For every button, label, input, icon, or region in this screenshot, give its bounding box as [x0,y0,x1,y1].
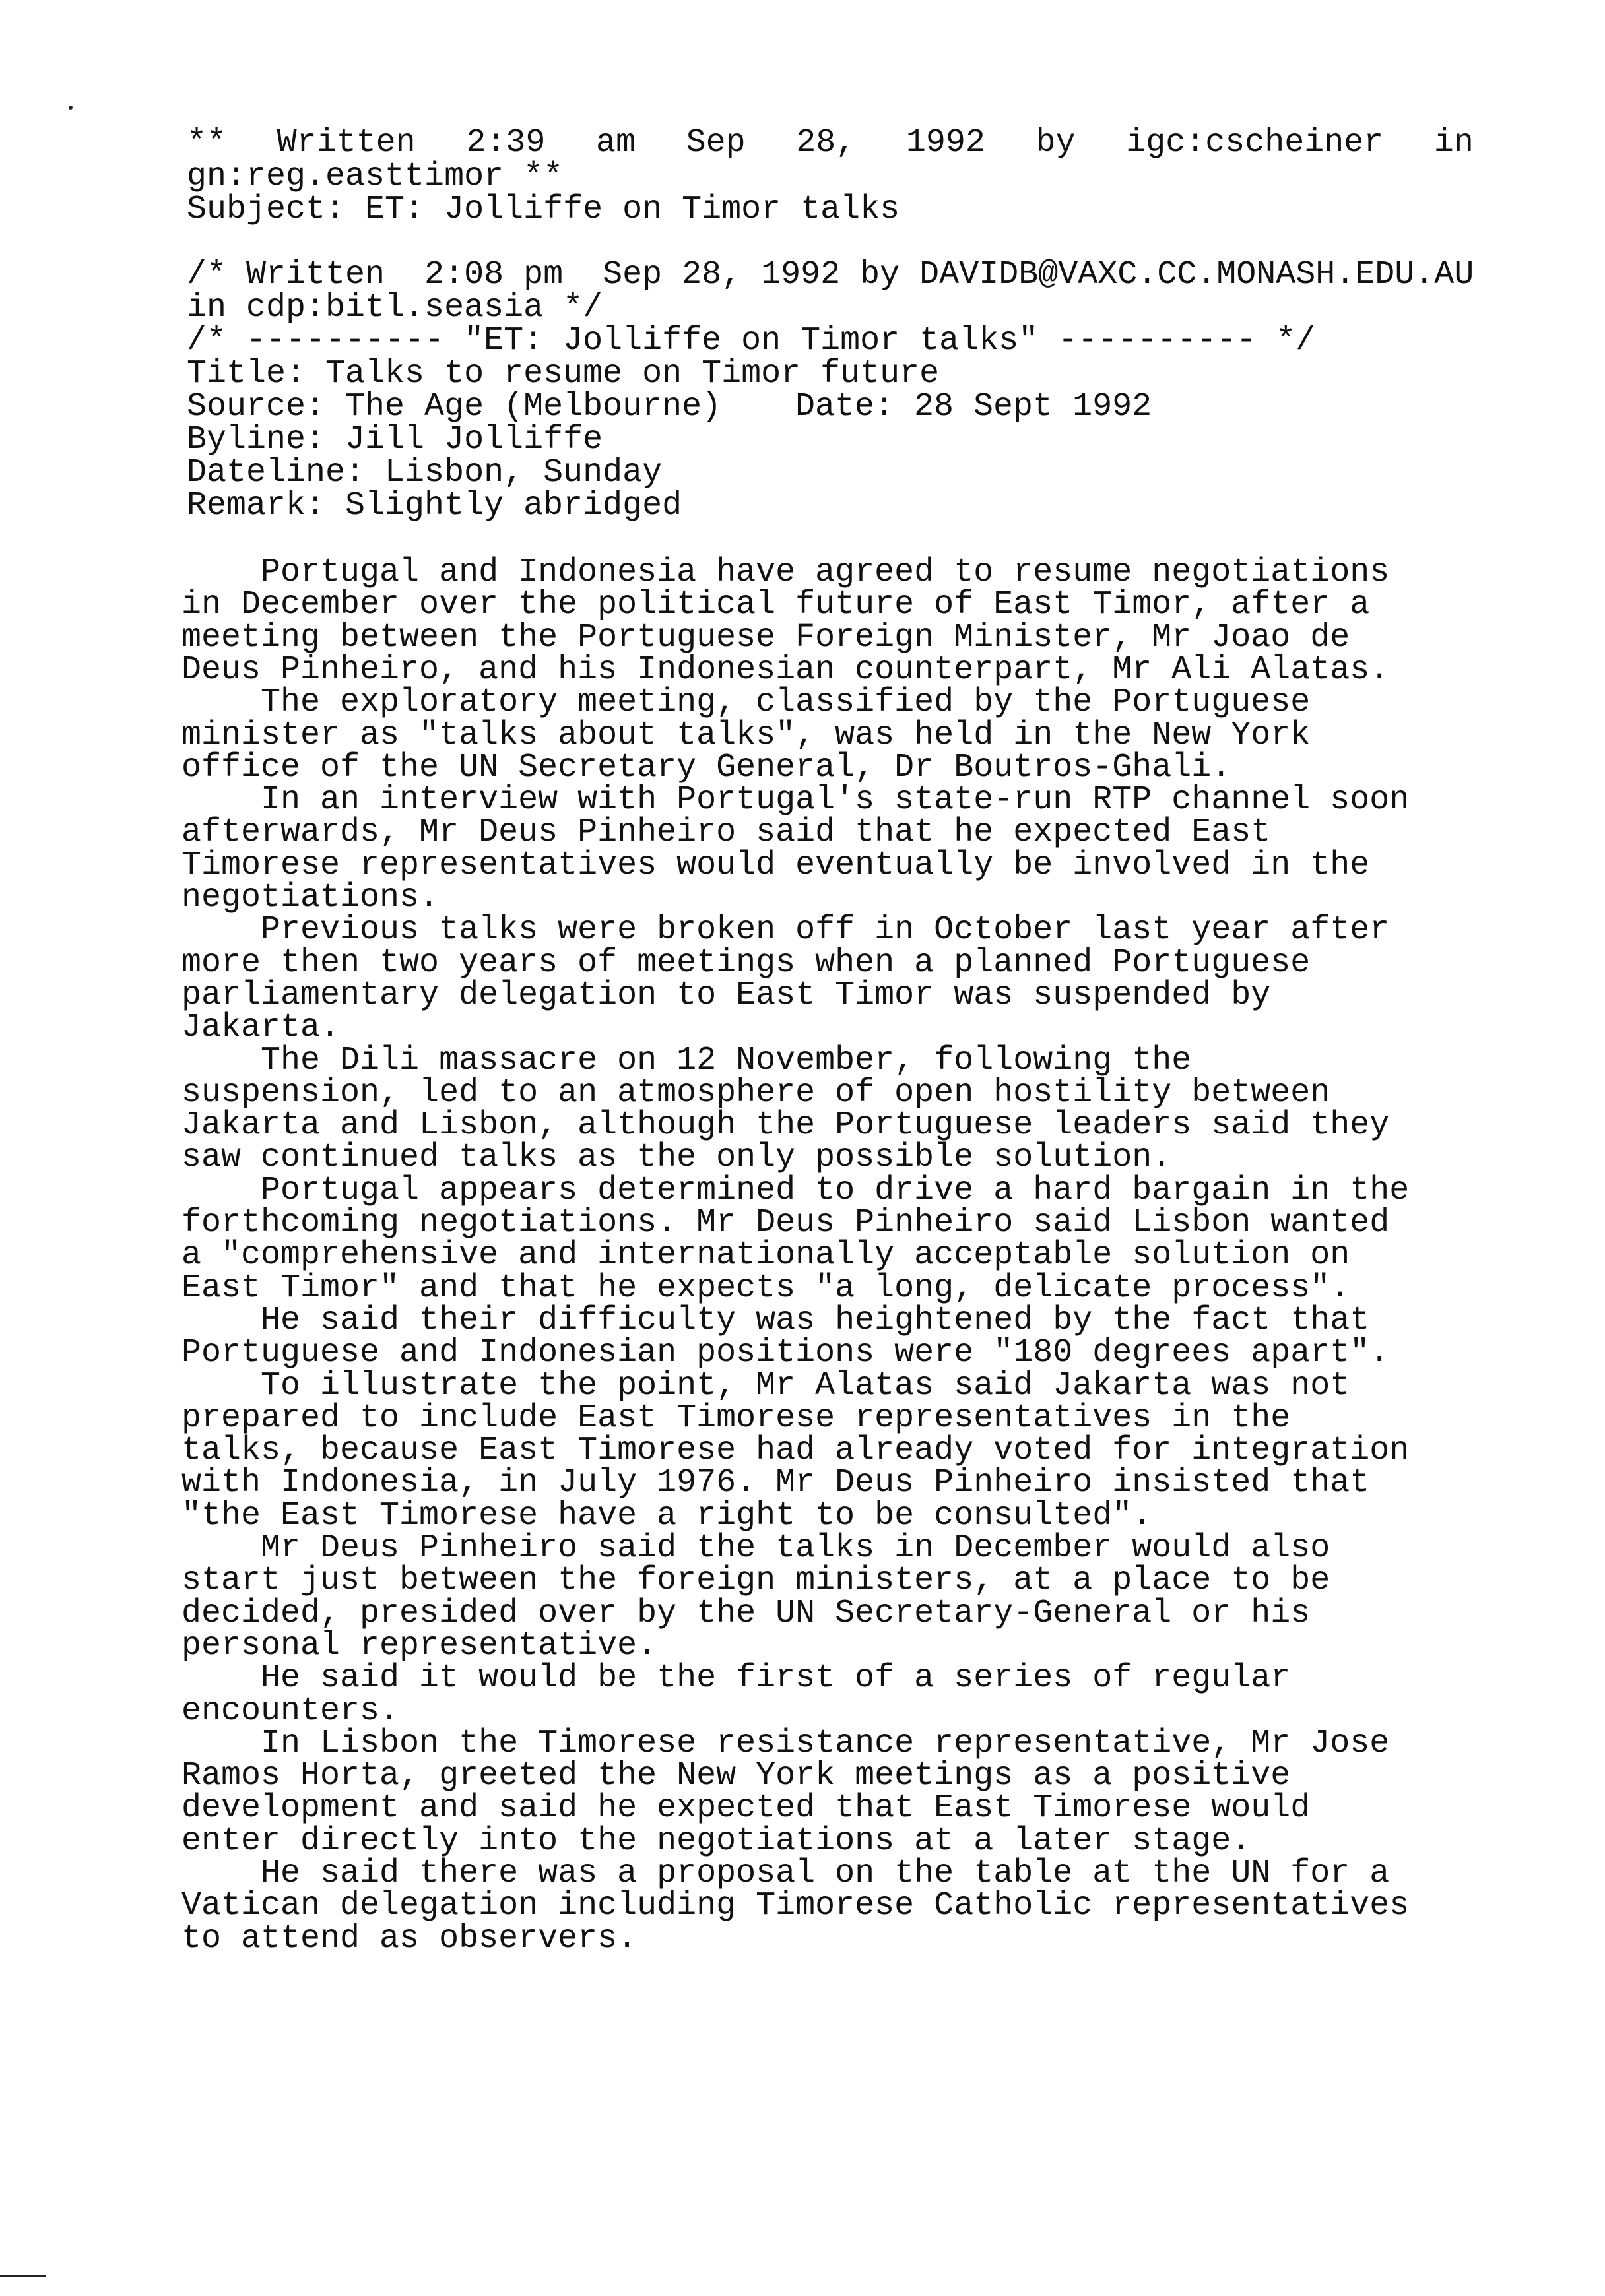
article-body-line: a "comprehensive and internationally acceptable solution on [181,1236,1350,1274]
article-body-line: enter directly into the negotiations at a later stage. [181,1822,1251,1860]
article-body-line: more then two years of meetings when a planned Portuguese [181,944,1311,982]
article-body-line: saw continued talks as the only possible solution. [181,1139,1172,1176]
header-token: by [1035,124,1076,162]
article-body-line: minister as "talks about talks", was held in the New York [181,717,1311,754]
message-header-line [187,124,1474,162]
article-body-line: Deus Pinheiro, and his Indonesian counterpart, Mr Ali Alatas. [181,651,1390,689]
article-body-line: Jakarta. [181,1009,341,1046]
scan-speck [69,106,73,110]
article-body-line: "the East Timorese have a right to be consulted". [181,1497,1152,1535]
article-body-line: Previous talks were broken off in October last year after [181,911,1390,949]
article-body-line: Portugal appears determined to drive a hard bargain in the [181,1172,1410,1209]
article-body-line: To illustrate the point, Mr Alatas said Jakarta was not [181,1367,1350,1405]
article-dateline: Dateline: Lisbon, Sunday [187,454,663,492]
article-body-line: Portuguese and Indonesian positions were "180 degrees apart". [181,1334,1390,1372]
article-body-line: in December over the political future of East Timor, after a [181,586,1370,623]
article-body-line: suspension, led to an atmosphere of open hostility between [181,1074,1330,1112]
article-body-line: He said their difficulty was heightened by the fact that [181,1302,1370,1339]
article-body-line: personal representative. [181,1627,657,1665]
article-body-line: afterwards, Mr Deus Pinheiro said that he expected East [181,813,1271,851]
header-token: Sep [686,124,746,162]
article-body-line: forthcoming negotiations. Mr Deus Pinheiro said Lisbon wanted [181,1204,1390,1242]
article-body-line: with Indonesia, in July 1976. Mr Deus Pinheiro insisted that [181,1464,1370,1502]
article-body-line: decided, presided over by the UN Secretary-General or his [181,1595,1311,1632]
message-subject: Subject: ET: Jolliffe on Timor talks [187,191,900,228]
article-body-line: start just between the foreign ministers, at a place to be [181,1562,1330,1599]
article-body-line: prepared to include East Timorese representatives in the [181,1399,1291,1437]
article-body-line: negotiations. [181,879,440,916]
repost-header-line-2: in cdp:bitl.seasia */ [187,289,603,327]
article-body-line: East Timor" and that he expects "a long, delicate process". [181,1269,1350,1307]
header-token: 1992 [905,124,985,162]
article-body-line: meeting between the Portuguese Foreign Minister, Mr Joao de [181,619,1350,656]
article-body-line: In Lisbon the Timorese resistance representative, Mr Jose [181,1725,1390,1762]
article-body-line: Ramos Horta, greeted the New York meetings as a positive [181,1757,1291,1795]
article-body-line: Portugal and Indonesia have agreed to resume negotiations [181,554,1390,591]
article-remark: Remark: Slightly abridged [187,487,682,525]
repost-header-line-3: /* ---------- "ET: Jolliffe on Timor talks" ---------- */ [187,322,1316,360]
article-body-line: Timorese representatives would eventually be involved in the [181,846,1370,884]
article-body-line: He said there was a proposal on the table at the UN for a [181,1855,1390,1892]
header-token: Written [277,124,416,162]
article-body-line: encounters. [181,1692,400,1730]
repost-header-line-1: /* Written 2:08 pm Sep 28, 1992 by DAVIDB@VAXC.CC.MONASH.EDU.AU [187,256,1474,294]
header-token: 28, [796,124,856,162]
header-token: ** [187,124,227,162]
article-title: Title: Talks to resume on Timor future [187,355,940,393]
header-token: igc:cscheiner [1126,124,1384,162]
message-header-continuation: gn:reg.easttimor ** [187,158,564,195]
article-body-line: to attend as observers. [181,1920,638,1958]
header-token: am [595,124,636,162]
article-body-line: Mr Deus Pinheiro said the talks in December would also [181,1529,1330,1567]
article-date: Date: 28 Sept 1992 [795,388,1152,426]
article-body-line: He said it would be the first of a series of regular [181,1659,1291,1697]
article-body-line: The Dili massacre on 12 November, following the [181,1042,1192,1079]
article-body-line: office of the UN Secretary General, Dr Boutros-Ghali. [181,749,1231,786]
header-token: 2:39 [466,124,546,162]
article-body-line: In an interview with Portugal's state-run RTP channel soon [181,781,1410,819]
scan-edge-mark [0,2275,46,2277]
article-body-line: parliamentary delegation to East Timor was suspended by [181,976,1271,1014]
article-byline: Byline: Jill Jolliffe [187,421,603,459]
article-body-line: development and said he expected that East Timorese would [181,1789,1311,1827]
article-body-line: Jakarta and Lisbon, although the Portuguese leaders said they [181,1106,1390,1144]
article-body-line: Vatican delegation including Timorese Catholic representatives [181,1887,1410,1925]
header-token: in [1433,124,1474,162]
article-body-line: The exploratory meeting, classified by the Portuguese [181,684,1311,721]
article-body-line: talks, because East Timorese had already voted for integration [181,1432,1410,1469]
article-source: Source: The Age (Melbourne) [187,388,722,426]
